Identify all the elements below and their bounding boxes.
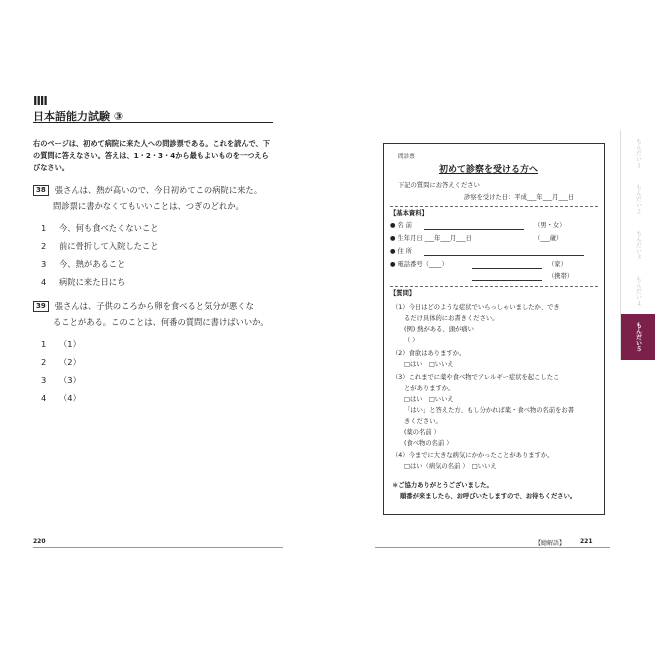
age-field[interactable]: （___歳）: [534, 235, 563, 242]
page-title: 日本語能力試験 ③: [33, 110, 124, 123]
name-label: ● 名 前: [390, 222, 413, 229]
form-instruction: 下記の質問にお答えください: [398, 182, 480, 189]
tab-mondai-3[interactable]: もんだい３: [620, 222, 655, 268]
form-question-2: （2）食欲はありますか。 □はい □いいえ: [392, 348, 602, 370]
tab-mondai-1[interactable]: もんだい１: [620, 130, 655, 176]
food-name-field[interactable]: (食べ物の名前 ）: [404, 440, 453, 447]
symptom-field[interactable]: （ ）: [404, 337, 419, 344]
footer-divider: [375, 547, 610, 548]
title-divider: [33, 122, 273, 123]
divider: [390, 206, 598, 207]
mobile-phone-field[interactable]: [472, 280, 542, 281]
form-question-3: （3）これまでに薬や食べ物でアレルギー症状を起こしたこ とがありますか。 □はい □いいえ 「はい」と答えた方、もし分かれば薬・食べ物の名前をお書 きください。 (薬の名前 ） (食べ物の名前 ）: [392, 372, 602, 449]
medical-questionnaire-form: [383, 143, 605, 515]
phone-label: ● 電話番号（____）: [390, 261, 448, 268]
questions-header: 【質問】: [390, 290, 416, 297]
section-marker: IIII: [33, 94, 47, 108]
medicine-name-field[interactable]: (薬の名前 ）: [404, 429, 440, 436]
question-stem: 張さんは、熱が高いので、今日初めてこの病院に来た。: [54, 185, 263, 195]
address-field[interactable]: [424, 255, 584, 256]
sex-choice[interactable]: （男・女）: [534, 222, 566, 229]
form-label: 問診票: [398, 154, 415, 160]
form-title: 初めて診察を受ける方へ: [439, 165, 539, 175]
home-label: （家）: [548, 261, 567, 268]
birthdate-field[interactable]: ● 生年月日 ___年___月___日: [390, 235, 472, 242]
question-stem: ることがある。このことは、何番の質問に書けばいいか。: [53, 317, 269, 327]
allergy-checkbox[interactable]: □はい □いいえ: [404, 396, 454, 403]
form-question-1: （1）今日はどのような症状でいらっしゃいましたか、でき るだけ具体的にお書きください。 (例) 熱がある、頭が痛い （ ）: [392, 302, 602, 346]
appetite-checkbox[interactable]: □はい □いいえ: [404, 361, 454, 368]
page-number: 221: [580, 538, 593, 545]
answer-option[interactable]: 4 病院に来た日にち: [41, 277, 126, 287]
footer-divider: [33, 547, 283, 548]
answer-option[interactable]: 3 今、熱があること: [41, 259, 126, 269]
side-tabs: [620, 130, 655, 370]
answer-option[interactable]: 1 今、何も食べたくないこと: [41, 223, 159, 233]
form-question-4: （4）今までに大きな病気にかかったことがありますか。 □はい（病気の名前 ） □いいえ: [392, 450, 602, 472]
section-label: 【聴解語】: [535, 540, 566, 547]
question-38: [33, 182, 283, 291]
name-field[interactable]: [424, 229, 524, 230]
answer-option[interactable]: 2 前に骨折して入院したこと: [41, 241, 159, 251]
intro-text: 右のページは、初めて病院に来た人への問診票である。これを読んで、下の質問に答えなさい。答えは、1・2・3・4から最もよいものを一つえらびなさい。: [33, 139, 270, 172]
answer-option[interactable]: 4 （4）: [41, 393, 81, 403]
answer-option[interactable]: 1 （1）: [41, 339, 81, 349]
mobile-label: （携帯）: [548, 273, 574, 280]
basic-info-header: 【基本資料】: [390, 210, 428, 217]
thanks-note: ＊ご協力ありがとうございました。 順番が来ましたら、お呼びいたしますので、お待ちください。: [392, 482, 577, 500]
tab-mondai-4[interactable]: もんだい４: [620, 268, 655, 314]
question-39: [33, 298, 283, 407]
tab-mondai-5[interactable]: もんだい５: [620, 314, 655, 360]
illness-checkbox[interactable]: □はい（病気の名前 ） □いいえ: [404, 463, 497, 470]
answer-option[interactable]: 3 （3）: [41, 375, 81, 385]
tab-mondai-2[interactable]: もんだい２: [620, 176, 655, 222]
answer-option[interactable]: 2 （2）: [41, 357, 81, 367]
question-number: 39: [33, 301, 49, 312]
address-label: ● 住 所: [390, 248, 413, 255]
question-stem: 張さんは、子供のころから卵を食べると気分が悪くな: [54, 301, 254, 311]
divider: [390, 286, 598, 287]
page-number: 220: [33, 538, 46, 545]
question-stem: 問診票に書かなくてもいいことは、つぎのどれか。: [53, 201, 244, 211]
home-phone-field[interactable]: [472, 268, 542, 269]
question-number: 38: [33, 185, 49, 196]
visit-date-field[interactable]: 診察を受けた日：平成___年___月___日: [464, 194, 575, 201]
